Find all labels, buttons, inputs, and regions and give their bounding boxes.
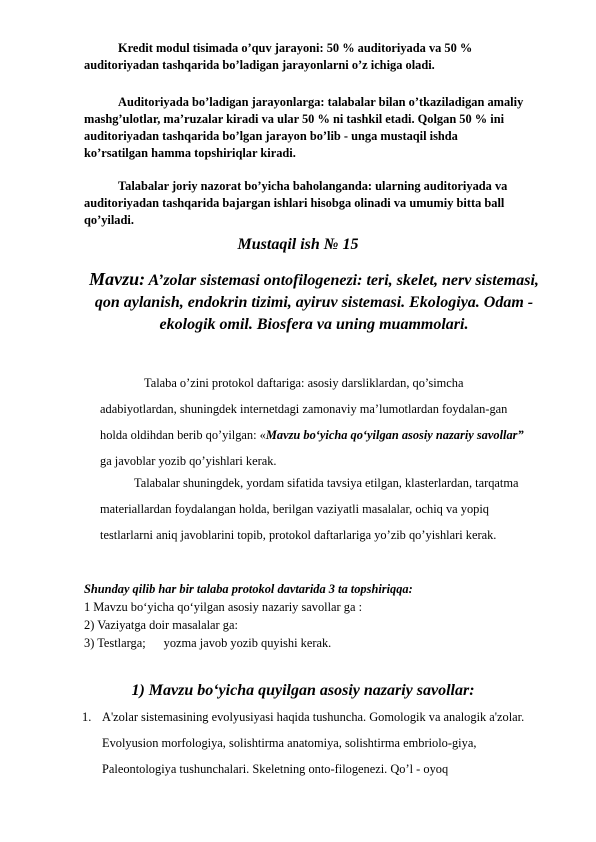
- intro-p1-text: Kredit modul tisimada o’quv jarayoni: 50 % auditoriyada va 50 % auditoriyadan tashqarida bo’ladigan jarayonlarni o’z ichiga oladi.: [84, 41, 473, 72]
- intro-paragraph-auditorium: [84, 94, 524, 162]
- question-text: A'zolar sistemasining evolyusiyasi haqida tushuncha. Gomologik va analogik a'zolar. Evolyusion morfologiya, solishtirma anatomiya, solishtirma embriolo-giya, Paleontologiya tushunchalari. Skeletning onto-filogenezi. Qo’l - oyoq: [102, 710, 525, 776]
- student-p1-end: ga javoblar yozib qo’yishlari kerak.: [100, 454, 277, 468]
- topic-label: Mavzu:: [89, 269, 146, 289]
- student-p1-emphasis: Mavzu bo‘yicha qo‘yilgan asosiy nazariy savollar”: [265, 428, 524, 442]
- intro-p3-text: Talabalar joriy nazorat bo’yicha baholanganda: ularning auditoriyada va auditoriyadan tashqarida bajargan ishlari hisobga olinadi va umumiy bitta ball qo’yiladi.: [84, 179, 508, 227]
- student-instruction-1: [100, 370, 530, 474]
- student-p2-text: Talabalar shuningdek, yordam sifatida tavsiya etilgan, klasterlardan, tarqatma materiallardan foydalangan holda, berilgan vaziyatli masalalar, ochiq va yopiq testlarlarni aniq javoblarini topib, protokol daftarlariga yo’zib qo’yishlari kerak.: [100, 476, 519, 542]
- topic-text: A’zolar sistemasi ontofilogenezi: teri, skelet, nerv sistemasi, qon aylanish, endokrin tizimi, ayiruv sistemasi. Ekologiya. Odam - ekologik omil. Biosfera va uning muammolari.: [94, 272, 539, 333]
- intro-paragraph-assessment: [84, 178, 524, 229]
- intro-p2-text: Auditoriyada bo’ladigan jarayonlarga: talabalar bilan o’tkaziladigan amaliy mashg’ulotlar, ma’ruzalar kiradi va ular 50 % ni tashkil etadi. Qolgan 50 % ini auditoriyadan tashqarida bo’lgan jarayon bo’lib - unga mustaqil ishda ko’rsatilgan hamma topshiriqlar kiradi.: [84, 95, 524, 160]
- section-heading: 1) Mavzu bo‘yicha quyilgan asosiy nazariy savollar:: [131, 682, 475, 699]
- tasks-heading: Shunday qilib har bir talaba protokol davtarida 3 ta topshiriqqa:: [84, 582, 413, 596]
- intro-paragraph-credit: [84, 40, 524, 74]
- topic-block: [84, 268, 544, 336]
- student-p1-start: Talaba o’zini protokol daftariga: asosiy darsliklardan, qo’simcha adabiyotlardan, shuningdek internetdagi zamonaviy ma’lumotlardan foydalan-gan holda oldihdan berib qo’yilgan: «: [100, 376, 508, 442]
- student-instruction-2: [100, 470, 530, 548]
- question-number: 1.: [82, 710, 92, 724]
- task-item-2: 2) Vaziyatga doir masalalar ga:: [84, 618, 238, 632]
- task-item-1: 1 Mavzu bo‘yicha qo‘yilgan asosiy nazariy savollar ga :: [84, 600, 363, 614]
- assignment-title: Mustaqil ish № 15: [237, 236, 359, 253]
- task-item-3: [84, 636, 331, 651]
- question-item-1: [82, 704, 552, 782]
- task-item-3-label: 3) Testlarga;: [84, 636, 146, 650]
- task-item-3-text: yozma javob yozib quyishi kerak.: [163, 636, 332, 650]
